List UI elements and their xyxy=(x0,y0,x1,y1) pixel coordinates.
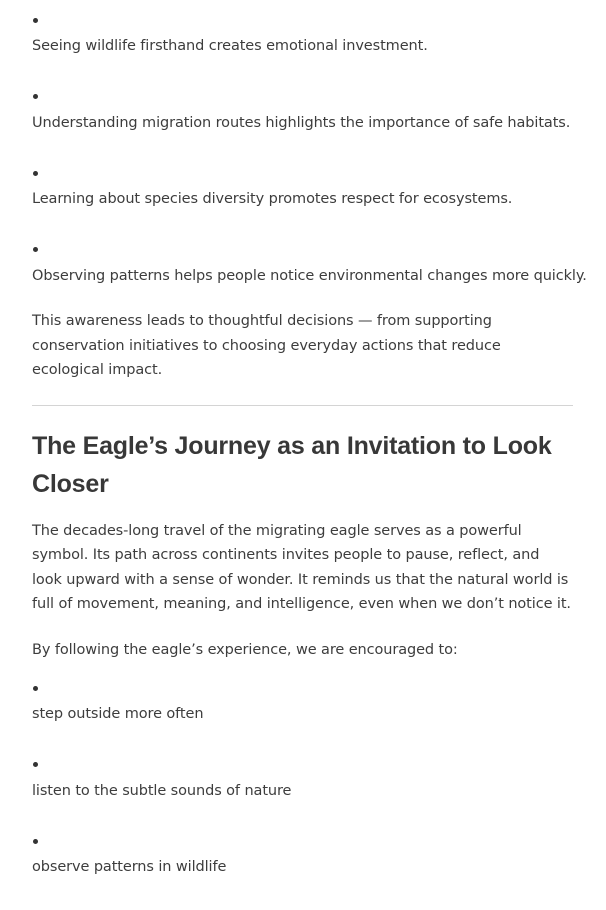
list-item-text: Understanding migration routes highlights the importance of safe habitats. xyxy=(32,114,571,131)
list-item-text: observe patterns in wildlife xyxy=(32,859,227,875)
list-item xyxy=(32,0,573,77)
list-item-text: listen to the subtle sounds of nature xyxy=(32,782,292,799)
bullet-icon xyxy=(33,762,38,767)
list-item xyxy=(32,757,573,834)
bullet-icon xyxy=(33,171,38,176)
lead-in-paragraph: By following the eagle’s experience, we are encouraged to: xyxy=(32,642,458,658)
bullet-icon xyxy=(33,686,38,691)
article-body xyxy=(32,0,587,910)
bullet-icon xyxy=(33,18,38,23)
bullet-icon xyxy=(33,94,38,99)
list-item xyxy=(32,153,573,230)
bulleted-list xyxy=(32,0,587,306)
list-item-text: Observing patterns helps people notice environmental changes more quickly. xyxy=(32,267,587,284)
section-heading: The Eagle’s Journey as an Invitation to Look Closer xyxy=(32,431,552,498)
bullet-icon xyxy=(33,247,38,252)
list-item-text: Learning about species diversity promotes respect for ecosystems. xyxy=(32,191,513,207)
list-item-text: step outside more often xyxy=(32,706,204,722)
list-item-text: Seeing wildlife firsthand creates emotional investment. xyxy=(32,38,428,54)
list-item xyxy=(32,833,573,910)
list-item xyxy=(32,680,573,757)
intro-paragraph: The decades-long travel of the migrating eagle serves as a powerful symbol. Its path across continents invites people to pause, reflect, and look upward with a sense of wonder. It reminds us that the natural world is full of movement, meaning, and intelligence, even when we don’t notice it. xyxy=(32,522,571,612)
bulleted-list xyxy=(32,680,573,910)
section-divider xyxy=(32,405,573,406)
bullet-icon xyxy=(33,839,38,844)
list-item xyxy=(32,230,587,307)
awareness-paragraph: This awareness leads to thoughtful decisions — from supporting conservation initiatives to choosing everyday actions that reduce ecological impact. xyxy=(32,313,501,378)
list-item xyxy=(32,77,573,154)
